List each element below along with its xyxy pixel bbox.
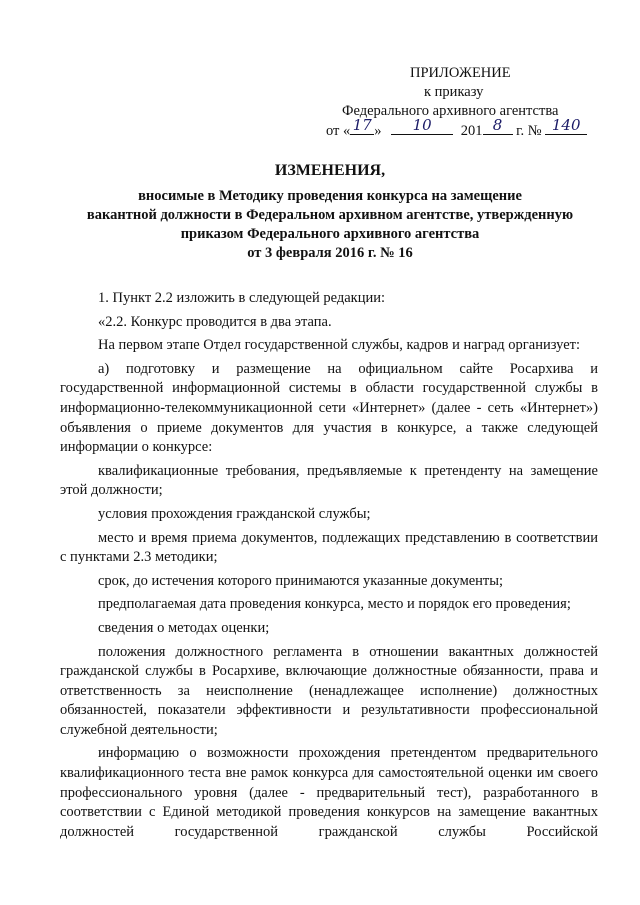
paragraph: квалификационные требования, предъявляемые к претенденту на замещение этой должности; (60, 462, 598, 499)
heading-line-4: от 3 февраля 2016 г. № 16 (247, 245, 413, 261)
date-prefix: от « (326, 123, 351, 139)
paragraph: условия прохождения гражданской службы; (98, 505, 371, 522)
date-year-field (483, 116, 513, 135)
heading-line-2: вакантной должности в Федеральном архивном агентстве, утвержденную (86, 207, 574, 223)
paragraph: положения должностного регламента в отношении вакантных должностей гражданской службы в Росархиве, включающие должностные обязанности, права и ответственность за неисполнение (ненадлежащее исполнение) должностных обязанностей, показатели эффективности и результативности профессиональной служебной деятельности; (60, 643, 598, 738)
order-number-field (545, 116, 587, 135)
heading-line-1: вносимые в Методику проведения конкурса на замещение (138, 188, 522, 204)
paragraph: место и время приема документов, подлежащих представлению в соответствии с пунктами 2.3 методики; (60, 529, 598, 566)
appendix-block (326, 64, 596, 141)
paragraph: На первом этапе Отдел государственной службы, кадров и наград организует: (98, 337, 580, 354)
document-body (60, 289, 598, 846)
date-year-prefix: 201 (460, 123, 483, 139)
paragraph: информацию о возможности прохождения претендентом предварительного квалификационного теста вне рамок конкурса для самостоятельной оценки им своего профессионального уровня (далее - предварительный тест), разработанного в соответствии с Единой методикой проведения конкурсов на замещение вакантных должностей государственной гражданской службы Российской (60, 745, 598, 840)
heading-line-3: приказом Федерального архивного агентства (180, 226, 480, 242)
date-month-field (391, 116, 453, 135)
paragraph: сведения о методах оценки; (98, 619, 270, 636)
paragraph: а) подготовку и размещение на официальном сайте Росархива и государственной информационной системы в области государственной службы в информационно-телекоммуникационной сети «Интернет» (далее - сеть «Интернет») объявления о приеме документов для участия в конкурсе, а также следующей информации о конкурсе: (60, 360, 598, 456)
document-heading (60, 160, 600, 263)
order-number-handwritten: 140 (551, 116, 581, 134)
appendix-agency: Федерального архивного агентства (342, 103, 559, 119)
date-day-field (350, 116, 374, 135)
appendix-order-ref: к приказу (424, 84, 484, 100)
paragraph: «2.2. Конкурс проводится в два этапа. (98, 313, 332, 330)
date-day-handwritten: 17 (352, 116, 372, 134)
heading-title: ИЗМЕНЕНИЯ, (274, 162, 386, 179)
date-mid: » (374, 123, 382, 139)
paragraph: 1. Пункт 2.2 изложить в следующей редакции: (98, 290, 386, 306)
paragraph: предполагаемая дата проведения конкурса, место и порядок его проведения; (98, 596, 571, 613)
date-year-handwritten: 8 (492, 116, 503, 134)
date-month-handwritten: 10 (412, 116, 432, 134)
number-label: г. № (516, 123, 542, 139)
appendix-date-line (326, 116, 596, 141)
paragraph: срок, до истечения которого принимаются указанные документы; (98, 572, 504, 589)
appendix-title: ПРИЛОЖЕНИЕ (410, 65, 511, 81)
